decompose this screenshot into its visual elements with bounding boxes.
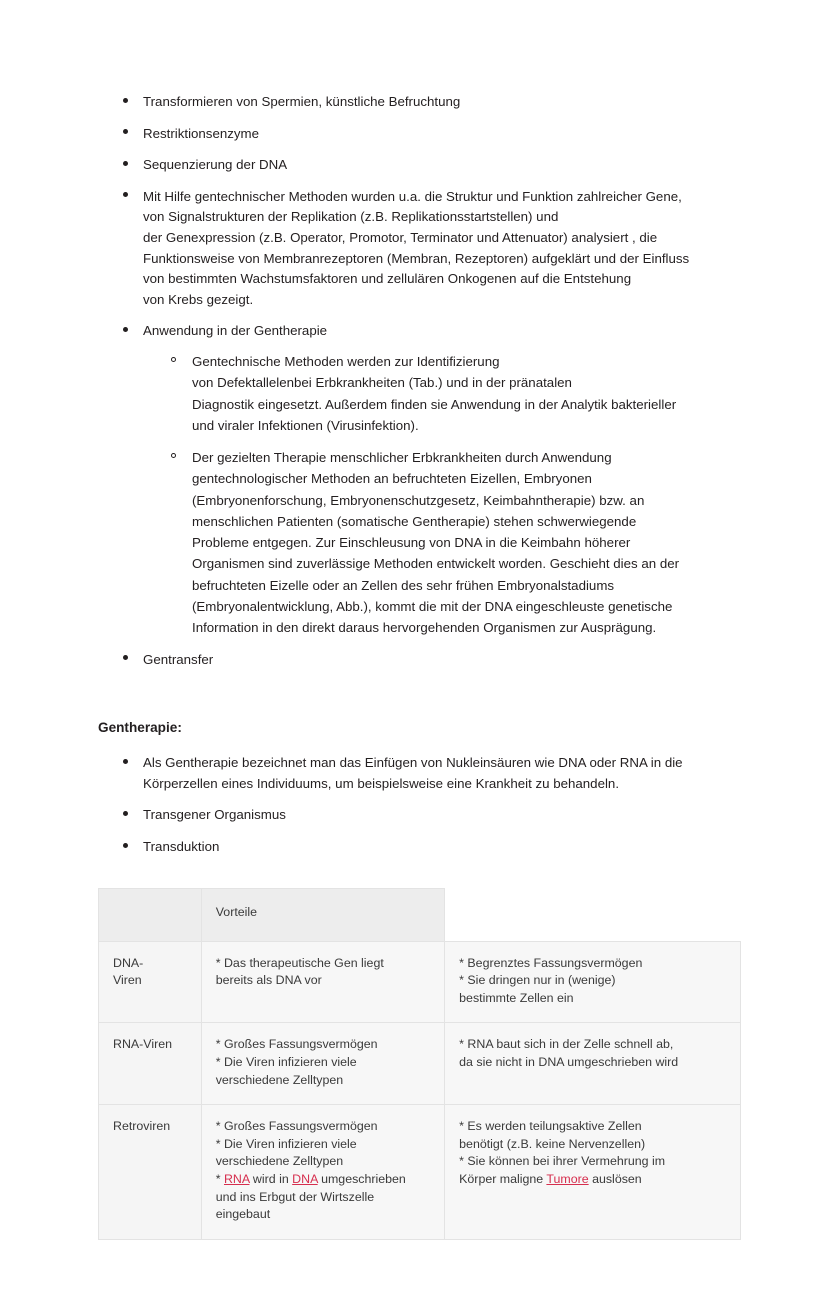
cell-line: * Das therapeutische Gen liegt — [215, 955, 384, 970]
cell-suffix: auslösen — [588, 1172, 642, 1187]
cell-line: * Sie dringen nur in (wenige) — [459, 973, 616, 988]
table-header-row — [99, 888, 741, 941]
cell-line: * Sie können bei ihrer Vermehrung im — [459, 1154, 666, 1169]
cell-line: benötigt (z.B. keine Nervenzellen) — [459, 1136, 646, 1151]
paragraph-line: von Defektallelenbei Erbkrankheiten (Tab.) und in der pränatalen — [192, 375, 572, 391]
cell-line: * Die Viren infizieren viele — [215, 1055, 357, 1070]
top-bullet-list — [98, 92, 730, 670]
bullet-icon — [123, 843, 128, 848]
table-row — [99, 941, 741, 1023]
list-item-with-sublist — [98, 321, 730, 638]
table-row — [99, 1105, 741, 1240]
link-dna[interactable]: DNA — [292, 1172, 318, 1187]
cell-line: und ins Erbgut der Wirtszelle — [215, 1189, 375, 1204]
paragraph-line: Diagnostik eingesetzt. Außerdem finden sie Anwendung in der Analytik bakterieller — [192, 396, 677, 412]
bullet-icon — [123, 811, 128, 816]
cell-line: verschiedene Zelltypen — [215, 1072, 344, 1087]
cell-line: * Es werden teilungsaktive Zellen — [459, 1119, 642, 1134]
page-title: Gentherapie: — [98, 720, 182, 736]
table-row-label — [99, 941, 202, 1023]
paragraph-line: menschlichen Patienten (somatische Gentherapie) stehen schwerwiegende — [192, 513, 637, 529]
list-item-text: Transformieren von Spermien, künstliche Befruchtung — [143, 94, 461, 109]
list-item-paragraph — [98, 753, 730, 794]
paragraph-line: befruchteten Eizelle oder an Zellen des sehr frühen Embryonalstadiums — [192, 577, 615, 593]
paragraph-line: Als Gentherapie bezeichnet man das Einfügen von Nukleinsäuren wie DNA oder RNA in die — [143, 755, 683, 771]
list-item-text: Sequenzierung der DNA — [143, 157, 288, 173]
gentherapie-bullet-list — [98, 753, 730, 857]
bullet-icon — [123, 655, 128, 660]
list-item — [98, 837, 730, 858]
list-item — [98, 805, 730, 826]
bullet-icon — [123, 161, 128, 166]
paragraph-line: von Krebs gezeigt. — [143, 291, 254, 307]
cell-line: Retroviren — [113, 1119, 171, 1134]
paragraph-line: Probleme entgegen. Zur Einschleusung von DNA in die Keimbahn höherer — [192, 535, 631, 551]
table-cell-disadvantages — [445, 941, 741, 1023]
list-item-paragraph — [98, 187, 730, 311]
cell-line: bereits als DNA vor — [215, 973, 322, 988]
table-header-disadvantages — [445, 888, 741, 941]
bullet-icon — [123, 759, 128, 764]
list-item — [98, 155, 730, 176]
table-header-empty — [99, 888, 202, 941]
list-item — [98, 124, 730, 145]
paragraph-line: Gentechnische Methoden werden zur Identifizierung — [192, 354, 500, 370]
virus-comparison-table — [98, 888, 741, 1240]
paragraph-line: Organismen sind zuverlässige Methoden entwickelt worden. Geschieht dies an der — [192, 556, 680, 572]
cell-line: Viren — [113, 973, 142, 988]
link-rna[interactable]: RNA — [223, 1172, 250, 1187]
paragraph-line: Funktionsweise von Membranrezeptoren (Membran, Rezeptoren) aufgeklärt und der Einfluss — [143, 250, 690, 266]
table-cell-advantages — [201, 1023, 444, 1105]
sub-list-item — [143, 447, 730, 638]
list-item-text: Transgener Organismus — [143, 807, 286, 823]
paragraph-line: gentechnologischer Methoden an befruchteten Eizellen, Embryonen — [192, 471, 592, 487]
table-header-advantages: Vorteile — [201, 888, 444, 941]
cell-prefix: Körper maligne — [459, 1172, 547, 1187]
bullet-icon — [123, 327, 128, 332]
list-item — [98, 650, 730, 671]
cell-line: DNA- — [113, 955, 144, 970]
table-cell-disadvantages — [445, 1023, 741, 1105]
table-row-label — [99, 1105, 202, 1240]
paragraph-line: der Genexpression (z.B. Operator, Promotor, Terminator und Attenuator) analysiert , die — [143, 230, 658, 246]
cell-line-rich — [216, 1171, 430, 1189]
table-cell-advantages — [201, 1105, 444, 1240]
sub-list-item — [143, 351, 730, 436]
paragraph-line: Der gezielten Therapie menschlicher Erbkrankheiten durch Anwendung — [192, 450, 612, 466]
bullet-icon — [123, 192, 128, 197]
cell-line: da sie nicht in DNA umgeschrieben wird — [459, 1055, 679, 1070]
paragraph-line: (Embryonalentwicklung, Abb.), kommt die mit der DNA eingeschleuste genetische — [192, 599, 673, 615]
paragraph-line: Körperzellen eines Individuums, um beispielsweise eine Krankheit zu behandeln. — [143, 775, 620, 791]
table-row-label — [99, 1023, 202, 1105]
paragraph-line: von bestimmten Wachstumsfaktoren und zellulären Onkogenen auf die Entstehung — [143, 271, 632, 287]
cell-line: * Die Viren infizieren viele — [215, 1136, 357, 1151]
cell-line-rich — [459, 1171, 726, 1189]
paragraph-line: von Signalstrukturen der Replikation (z.B. Replikationsstartstellen) und — [143, 209, 559, 225]
bullet-icon — [123, 98, 128, 103]
cell-line: * Großes Fassungsvermögen — [215, 1037, 378, 1052]
table-cell-advantages — [201, 941, 444, 1023]
table-row — [99, 1023, 741, 1105]
list-item-text: Transduktion — [143, 838, 220, 854]
paragraph-line: (Embryonenforschung, Embryonenschutzgesetz, Keimbahntherapie) bzw. an — [192, 492, 645, 508]
cell-line: RNA-Viren — [113, 1037, 172, 1052]
list-item — [98, 92, 730, 113]
sub-bullet-list — [143, 351, 730, 638]
cell-line: bestimmte Zellen ein — [459, 990, 574, 1005]
hollow-bullet-icon — [171, 357, 176, 362]
cell-line: verschiedene Zelltypen — [215, 1154, 344, 1169]
list-item-text: Restriktionsenzyme — [143, 125, 260, 141]
cell-line: eingebaut — [215, 1207, 271, 1222]
cell-line: * Begrenztes Fassungsvermögen — [459, 955, 643, 970]
list-item-text: Gentransfer — [143, 651, 214, 667]
cell-mid: wird in — [249, 1172, 293, 1187]
paragraph-line: Information in den direkt daraus hervorgehenden Organismen zur Ausprägung. — [192, 620, 657, 636]
cell-line: * RNA baut sich in der Zelle schnell ab, — [459, 1037, 674, 1052]
cell-line: * Großes Fassungsvermögen — [215, 1119, 378, 1134]
cell-suffix: umgeschrieben — [317, 1172, 406, 1187]
paragraph-line: Mit Hilfe gentechnischer Methoden wurden u.a. die Struktur und Funktion zahlreicher Gene, — [143, 188, 682, 204]
bullet-icon — [123, 129, 128, 134]
paragraph-line: und viraler Infektionen (Virusinfektion). — [192, 417, 419, 433]
table-cell-disadvantages — [445, 1105, 741, 1240]
list-item-text: Anwendung in der Gentherapie — [143, 323, 328, 339]
hollow-bullet-icon — [171, 453, 176, 458]
link-tumore[interactable]: Tumore — [546, 1172, 589, 1187]
cell-prefix: * — [215, 1172, 224, 1187]
